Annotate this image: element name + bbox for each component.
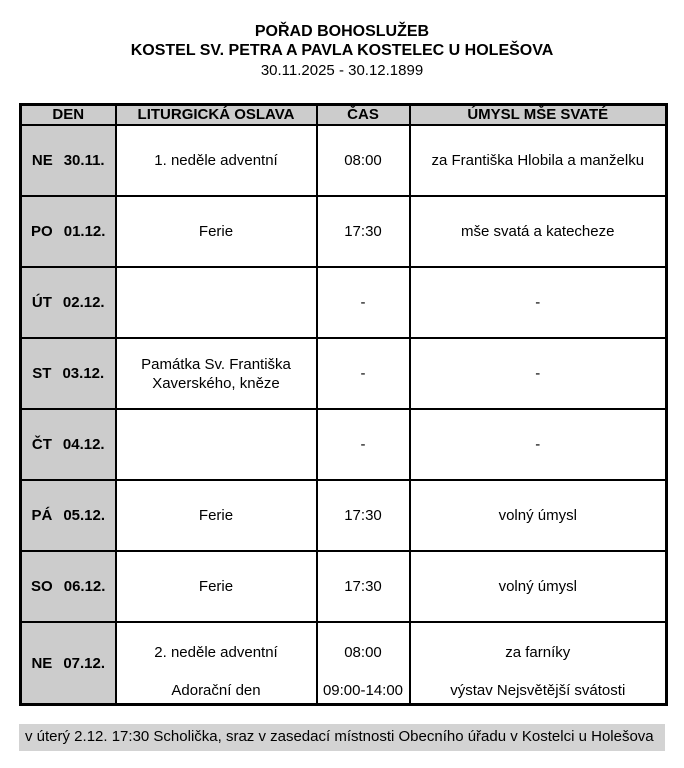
intention-cell: volný úmysl: [410, 551, 667, 622]
time-cell: -: [317, 267, 410, 338]
day-cell: [21, 409, 116, 480]
day-date: 07.12.: [63, 654, 106, 672]
celebration-cell: [116, 338, 317, 409]
table-row: [21, 125, 667, 196]
time-text: 08:00: [344, 644, 382, 661]
day-abbrev: NE: [31, 654, 53, 672]
table-row: [21, 267, 667, 338]
celebration-text: Ferie: [198, 507, 234, 524]
day-cell: [21, 480, 116, 551]
time-text-secondary: 09:00-14:00: [322, 682, 404, 699]
schedule-table: [19, 103, 668, 706]
celebration-text: Památka Sv. Františka Xaverského, kněze: [141, 355, 291, 392]
table-row: [21, 196, 667, 267]
col-header-intention: ÚMYSL MŠE SVATÉ: [410, 105, 667, 126]
table-row: [21, 622, 667, 705]
intention-cell: mše svatá a katecheze: [410, 196, 667, 267]
table-row: [21, 480, 667, 551]
celebration-cell: [116, 267, 317, 338]
day-date: 02.12.: [62, 294, 105, 311]
intention-text-secondary: výstav Nejsvětější svátosti: [450, 682, 626, 699]
col-header-day: DEN: [21, 105, 116, 126]
intention-cell: za Františka Hlobila a manželku: [410, 125, 667, 196]
date-range: 30.11.2025 - 30.12.1899: [260, 62, 424, 79]
celebration-cell: [116, 551, 317, 622]
day-date: 05.12.: [63, 507, 106, 524]
day-date: 04.12.: [62, 436, 105, 453]
day-date: 01.12.: [63, 223, 106, 240]
day-date: 06.12.: [63, 578, 106, 595]
intention-text: za farníky: [505, 644, 571, 661]
intention-cell: -: [410, 267, 667, 338]
table-row: [21, 551, 667, 622]
footer-note: v úterý 2.12. 17:30 Scholička, sraz v zasedací místnosti Obecního úřadu v Kostelci u Holešova: [19, 724, 665, 751]
celebration-text: Ferie: [198, 223, 234, 240]
day-abbrev: ST: [32, 365, 52, 382]
time-cell: 17:30: [317, 480, 410, 551]
time-cell: 17:30: [317, 196, 410, 267]
celebration-text-secondary: Adorační den: [171, 682, 261, 699]
page-title: POŘAD BOHOSLUŽEB: [254, 23, 430, 40]
day-date: 03.12.: [62, 365, 105, 382]
intention-cell: -: [410, 409, 667, 480]
table-row: [21, 409, 667, 480]
celebration-cell: [116, 480, 317, 551]
time-cell: 08:00: [317, 125, 410, 196]
celebration-cell: [116, 409, 317, 480]
col-header-celebration: LITURGICKÁ OSLAVA: [116, 105, 317, 126]
celebration-cell: [116, 622, 317, 705]
day-abbrev: ÚT: [31, 294, 52, 311]
day-abbrev: PÁ: [31, 507, 53, 524]
celebration-cell: [116, 196, 317, 267]
table-row: [21, 338, 667, 409]
day-abbrev: NE: [31, 152, 53, 169]
celebration-cell: [116, 125, 317, 196]
day-abbrev: PO: [31, 223, 53, 240]
day-cell: [21, 125, 116, 196]
time-cell: 17:30: [317, 551, 410, 622]
day-abbrev: ČT: [31, 436, 52, 453]
intention-cell: -: [410, 338, 667, 409]
day-cell: [21, 551, 116, 622]
day-date: 30.11.: [63, 152, 105, 169]
intention-cell: [410, 622, 667, 705]
celebration-text: 1. neděle adventní: [154, 152, 278, 169]
church-name: KOSTEL SV. PETRA A PAVLA KOSTELEC U HOLEŠOVA: [130, 42, 554, 59]
header-row: [21, 105, 667, 126]
time-cell: [317, 622, 410, 705]
day-cell: [21, 196, 116, 267]
day-cell: [21, 338, 116, 409]
time-cell: -: [317, 409, 410, 480]
day-cell: [21, 267, 116, 338]
time-cell: -: [317, 338, 410, 409]
day-cell: [21, 622, 116, 705]
celebration-text: Ferie: [198, 578, 234, 595]
col-header-time: ČAS: [317, 105, 410, 126]
day-abbrev: SO: [31, 578, 53, 595]
celebration-text: 2. neděle adventní: [154, 644, 278, 661]
intention-cell: volný úmysl: [410, 480, 667, 551]
